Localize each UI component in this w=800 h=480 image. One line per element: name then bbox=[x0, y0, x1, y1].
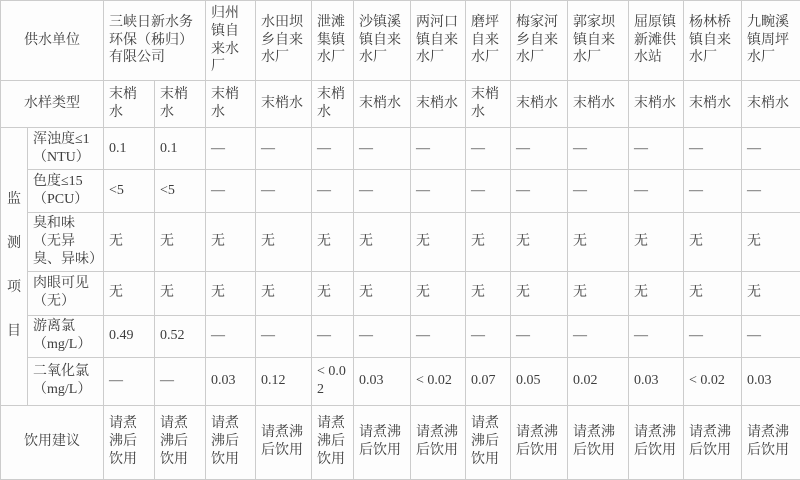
supplier-name: 沙镇溪镇自来水厂 bbox=[354, 1, 411, 81]
advice-cell: 请煮沸后饮用 bbox=[312, 405, 354, 479]
supplier-name: 两河口镇自来水厂 bbox=[411, 1, 466, 81]
value-cell: — bbox=[568, 128, 629, 170]
value-cell: 无 bbox=[742, 271, 800, 315]
supplier-name: 水田坝乡自来水厂 bbox=[256, 1, 312, 81]
supplier-name: 磨坪自来水厂 bbox=[466, 1, 511, 81]
value-cell: — bbox=[742, 315, 800, 357]
value-cell: — bbox=[466, 128, 511, 170]
monitoring-items-label bbox=[1, 128, 28, 406]
sample-type-cell: 末梢水 bbox=[354, 81, 411, 128]
value-cell: — bbox=[354, 170, 411, 213]
sample-type-cell: 末梢水 bbox=[256, 81, 312, 128]
table-row bbox=[1, 213, 800, 272]
advice-cell: 请煮沸后饮用 bbox=[466, 405, 511, 479]
parameter-label: 肉眼可见（无） bbox=[28, 271, 104, 315]
value-cell: 无 bbox=[742, 213, 800, 272]
sample-type-cell: 末梢水 bbox=[104, 81, 155, 128]
value-cell: 无 bbox=[104, 213, 155, 272]
value-cell: 0.52 bbox=[155, 315, 206, 357]
value-cell: — bbox=[466, 170, 511, 213]
value-cell: 无 bbox=[256, 213, 312, 272]
sample-type-cell: 末梢水 bbox=[568, 81, 629, 128]
sample-type-cell: 末梢水 bbox=[411, 81, 466, 128]
value-cell: 无 bbox=[411, 271, 466, 315]
parameter-label: 臭和味（无异臭、异味） bbox=[28, 213, 104, 272]
value-cell: 0.1 bbox=[155, 128, 206, 170]
value-cell: 无 bbox=[466, 271, 511, 315]
supplier-name: 九畹溪镇周坪水厂 bbox=[742, 1, 800, 81]
value-cell: 无 bbox=[629, 213, 684, 272]
value-cell: < 0.02 bbox=[411, 357, 466, 405]
sample-type-cell: 末梢水 bbox=[155, 81, 206, 128]
value-cell: — bbox=[568, 315, 629, 357]
value-cell: 无 bbox=[466, 213, 511, 272]
value-cell: — bbox=[466, 315, 511, 357]
value-cell: — bbox=[256, 170, 312, 213]
sample-type-cell: 末梢水 bbox=[466, 81, 511, 128]
sample-type-cell: 末梢水 bbox=[206, 81, 256, 128]
value-cell: — bbox=[511, 128, 568, 170]
value-cell: — bbox=[629, 128, 684, 170]
value-cell: 无 bbox=[511, 271, 568, 315]
advice-cell: 请煮沸后饮用 bbox=[511, 405, 568, 479]
table-row bbox=[1, 170, 800, 213]
value-cell: — bbox=[684, 128, 742, 170]
value-cell: 无 bbox=[104, 271, 155, 315]
drinking-advice-label: 饮用建议 bbox=[1, 405, 104, 479]
advice-cell: 请煮沸后饮用 bbox=[684, 405, 742, 479]
value-cell: — bbox=[411, 315, 466, 357]
value-cell: — bbox=[511, 170, 568, 213]
supplier-name: 屈原镇新滩供水站 bbox=[629, 1, 684, 81]
advice-cell: 请煮沸后饮用 bbox=[256, 405, 312, 479]
value-cell: — bbox=[256, 128, 312, 170]
value-cell: 无 bbox=[568, 213, 629, 272]
advice-cell: 请煮沸后饮用 bbox=[411, 405, 466, 479]
value-cell: 0.03 bbox=[742, 357, 800, 405]
value-cell: — bbox=[568, 170, 629, 213]
value-cell: 0.49 bbox=[104, 315, 155, 357]
sample-type-cell: 末梢水 bbox=[684, 81, 742, 128]
advice-cell: 请煮沸后饮用 bbox=[629, 405, 684, 479]
value-cell: < 0.02 bbox=[312, 357, 354, 405]
table-row bbox=[1, 1, 800, 81]
value-cell: — bbox=[312, 315, 354, 357]
value-cell: 0.07 bbox=[466, 357, 511, 405]
value-cell: <5 bbox=[155, 170, 206, 213]
supplier-name: 杨林桥镇自来水厂 bbox=[684, 1, 742, 81]
supplier-name: 三峡日新水务环保（秭归）有限公司 bbox=[104, 1, 206, 81]
value-cell: <5 bbox=[104, 170, 155, 213]
value-cell: 无 bbox=[354, 271, 411, 315]
table-row bbox=[1, 357, 800, 405]
advice-cell: 请煮沸后饮用 bbox=[206, 405, 256, 479]
value-cell: — bbox=[206, 128, 256, 170]
table-body bbox=[1, 1, 800, 480]
value-cell: 无 bbox=[684, 271, 742, 315]
supply-unit-label: 供水单位 bbox=[1, 1, 104, 81]
value-cell: — bbox=[206, 315, 256, 357]
sample-type-cell: 末梢水 bbox=[511, 81, 568, 128]
table-row bbox=[1, 405, 800, 479]
value-cell: 无 bbox=[312, 271, 354, 315]
value-cell: — bbox=[742, 170, 800, 213]
parameter-label: 游离氯（mg/L） bbox=[28, 315, 104, 357]
sample-type-cell: 末梢水 bbox=[312, 81, 354, 128]
value-cell: — bbox=[684, 170, 742, 213]
advice-cell: 请煮沸后饮用 bbox=[104, 405, 155, 479]
table-row bbox=[1, 271, 800, 315]
value-cell: — bbox=[354, 128, 411, 170]
value-cell: 无 bbox=[411, 213, 466, 272]
value-cell: — bbox=[312, 170, 354, 213]
value-cell: 无 bbox=[684, 213, 742, 272]
parameter-label: 浑浊度≤1（NTU） bbox=[28, 128, 104, 170]
value-cell: 无 bbox=[256, 271, 312, 315]
value-cell: — bbox=[256, 315, 312, 357]
table-row bbox=[1, 128, 800, 170]
sample-type-cell: 末梢水 bbox=[629, 81, 684, 128]
value-cell: 无 bbox=[511, 213, 568, 272]
value-cell: 0.02 bbox=[568, 357, 629, 405]
value-cell: 无 bbox=[312, 213, 354, 272]
value-cell: 无 bbox=[354, 213, 411, 272]
advice-cell: 请煮沸后饮用 bbox=[354, 405, 411, 479]
parameter-label: 二氧化氯（mg/L） bbox=[28, 357, 104, 405]
value-cell: — bbox=[684, 315, 742, 357]
supplier-name: 归州镇自来水厂 bbox=[206, 1, 256, 81]
value-cell: — bbox=[206, 170, 256, 213]
value-cell: 0.1 bbox=[104, 128, 155, 170]
value-cell: 无 bbox=[155, 213, 206, 272]
value-cell: 0.03 bbox=[354, 357, 411, 405]
value-cell: 0.12 bbox=[256, 357, 312, 405]
value-cell: — bbox=[312, 128, 354, 170]
value-cell: 0.05 bbox=[511, 357, 568, 405]
value-cell: — bbox=[629, 315, 684, 357]
supplier-name: 梅家河乡自来水厂 bbox=[511, 1, 568, 81]
value-cell: — bbox=[411, 128, 466, 170]
value-cell: — bbox=[104, 357, 155, 405]
value-cell: 无 bbox=[206, 213, 256, 272]
table-row bbox=[1, 315, 800, 357]
value-cell: 无 bbox=[155, 271, 206, 315]
sample-type-cell: 末梢水 bbox=[742, 81, 800, 128]
advice-cell: 请煮沸后饮用 bbox=[742, 405, 800, 479]
value-cell: — bbox=[742, 128, 800, 170]
advice-cell: 请煮沸后饮用 bbox=[155, 405, 206, 479]
supplier-name: 泄滩集镇水厂 bbox=[312, 1, 354, 81]
value-cell: — bbox=[511, 315, 568, 357]
value-cell: — bbox=[155, 357, 206, 405]
table-row bbox=[1, 81, 800, 128]
value-cell: 无 bbox=[629, 271, 684, 315]
advice-cell: 请煮沸后饮用 bbox=[568, 405, 629, 479]
supplier-name: 郭家坝镇自来水厂 bbox=[568, 1, 629, 81]
value-cell: 无 bbox=[568, 271, 629, 315]
sample-type-label: 水样类型 bbox=[1, 81, 104, 128]
monitoring-items-vertical-text: 监测项目 bbox=[7, 178, 22, 354]
value-cell: — bbox=[354, 315, 411, 357]
value-cell: 0.03 bbox=[206, 357, 256, 405]
value-cell: 无 bbox=[206, 271, 256, 315]
value-cell: < 0.02 bbox=[684, 357, 742, 405]
value-cell: — bbox=[411, 170, 466, 213]
value-cell: 0.03 bbox=[629, 357, 684, 405]
parameter-label: 色度≤15（PCU） bbox=[28, 170, 104, 213]
value-cell: — bbox=[629, 170, 684, 213]
